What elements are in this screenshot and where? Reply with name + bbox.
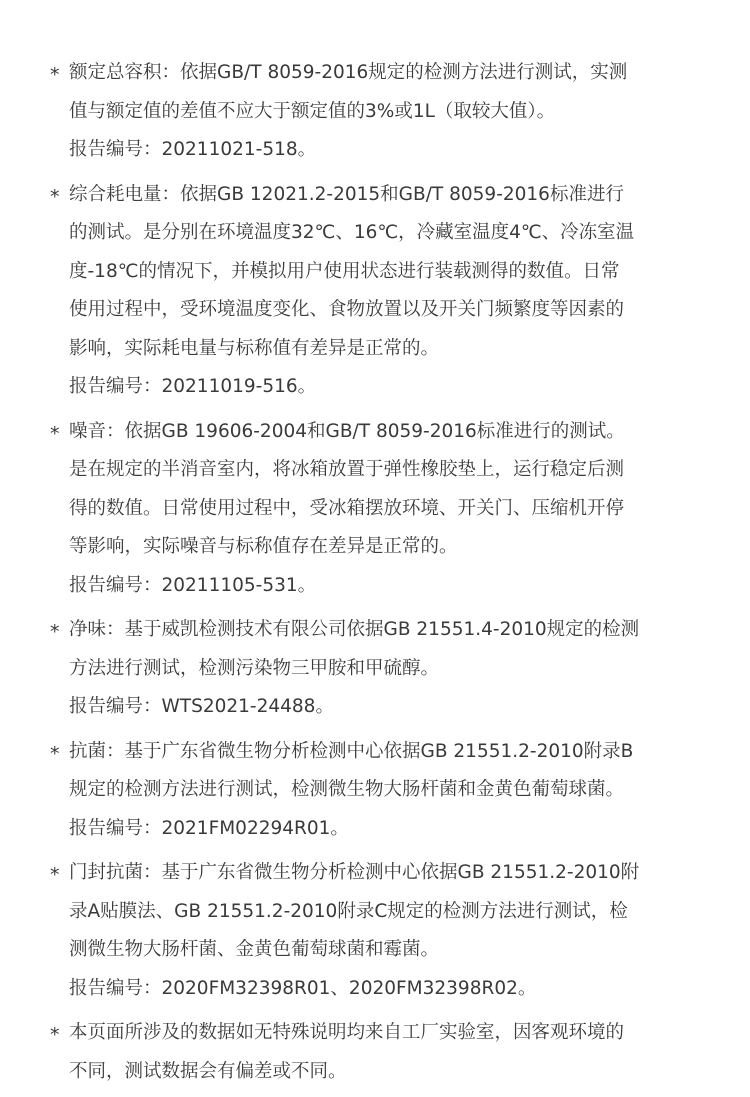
asterisk-bullet: * (50, 742, 60, 765)
footnote-body (69, 1014, 695, 1091)
footnotes-list (0, 54, 750, 1097)
footnote-data-disclaimer (0, 1014, 750, 1091)
report-number: 报告编号：2020FM32398R01、2020FM32398R02。 (69, 977, 537, 999)
report-number: 报告编号：20211021-518。 (69, 139, 317, 160)
asterisk-bullet: * (50, 185, 60, 208)
footnote-line: 测微生物大肠杆菌、金黄色葡萄球菌和霉菌。 (69, 939, 440, 960)
footnote-odor (0, 611, 750, 727)
footnote-body (69, 54, 695, 170)
report-number: 报告编号：20211105-531。 (69, 574, 317, 596)
asterisk-bullet: * (50, 1024, 60, 1046)
footnote-line: 抗菌：基于广东省微生物分析检测中心依据GB 21551.2-2010附录B (69, 740, 634, 762)
footnote-body (69, 611, 695, 727)
footnote-line: 值与额定值的差值不应大于额定值的3%或1L（取较大值）。 (69, 100, 556, 122)
footnote-line: 规定的检测方法进行测试，检测微生物大肠杆菌和金黄色葡萄球菌。 (69, 779, 625, 800)
footnote-line: 不同，测试数据会有偏差或不同。 (69, 1060, 347, 1082)
footnote-line: 额定总容积：依据GB/T 8059-2016规定的检测方法进行测试，实测 (69, 62, 628, 83)
footnote-line: 是在规定的半消音室内，将冰箱放置于弹性橡胶垫上，运行稳定后测 (69, 459, 625, 480)
footnote-body (69, 733, 695, 849)
footnote-line: 使用过程中，受环境温度变化、食物放置以及开关门频繁度等因素的 (69, 299, 625, 320)
report-number: 报告编号：2021FM02294R01。 (69, 817, 349, 839)
footnote-line: 影响，实际耗电量与标称值有差异是正常的。 (69, 337, 440, 359)
footnote-line: 等影响，实际噪音与标称值存在差异是正常的。 (69, 536, 458, 557)
footnote-door-seal-antibacterial (0, 854, 750, 1008)
footnote-body (69, 413, 695, 606)
report-number: 报告编号：WTS2021-24488。 (69, 696, 334, 717)
footnote-rated-volume (0, 54, 750, 170)
footnote-line: 噪音：依据GB 19606-2004和GB/T 8059-2016标准进行的测试。 (69, 420, 625, 442)
footnote-noise (0, 413, 750, 606)
footnote-line: 门封抗菌：基于广东省微生物分析检测中心依据GB 21551.2-2010附 (69, 862, 640, 883)
footnote-line: 录A贴膜法、GB 21551.2-2010附录C规定的检测方法进行测试，检 (69, 900, 628, 922)
footnote-line: 得的数值。日常使用过程中，受冰箱摆放环境、开关门、压缩机开停 (69, 497, 625, 519)
footnote-line: 的测试。是分别在环境温度32℃、16℃，冷藏室温度4℃、冷冻室温 (69, 222, 635, 243)
asterisk-bullet: * (50, 621, 60, 643)
footnote-antibacterial (0, 733, 750, 849)
footnote-body (69, 176, 695, 407)
asterisk-bullet: * (50, 422, 60, 445)
asterisk-bullet: * (50, 864, 60, 886)
footnote-power-consumption (0, 176, 750, 407)
footnote-line: 本页面所涉及的数据如无特殊说明均来自工厂实验室，因客观环境的 (69, 1022, 625, 1043)
asterisk-bullet: * (50, 64, 60, 86)
footnote-line: 度-18℃的情况下，并模拟用户使用状态进行装载测得的数值。日常 (69, 260, 620, 282)
footnote-line: 方法进行测试，检测污染物三甲胺和甲硫醇。 (69, 657, 440, 679)
report-number: 报告编号：20211019-516。 (69, 376, 317, 397)
footnote-line: 综合耗电量：依据GB 12021.2-2015和GB/T 8059-2016标准进行 (69, 183, 624, 205)
footnote-line: 净味：基于威凯检测技术有限公司依据GB 21551.4-2010规定的检测 (69, 619, 640, 640)
footnote-body (69, 854, 695, 1008)
